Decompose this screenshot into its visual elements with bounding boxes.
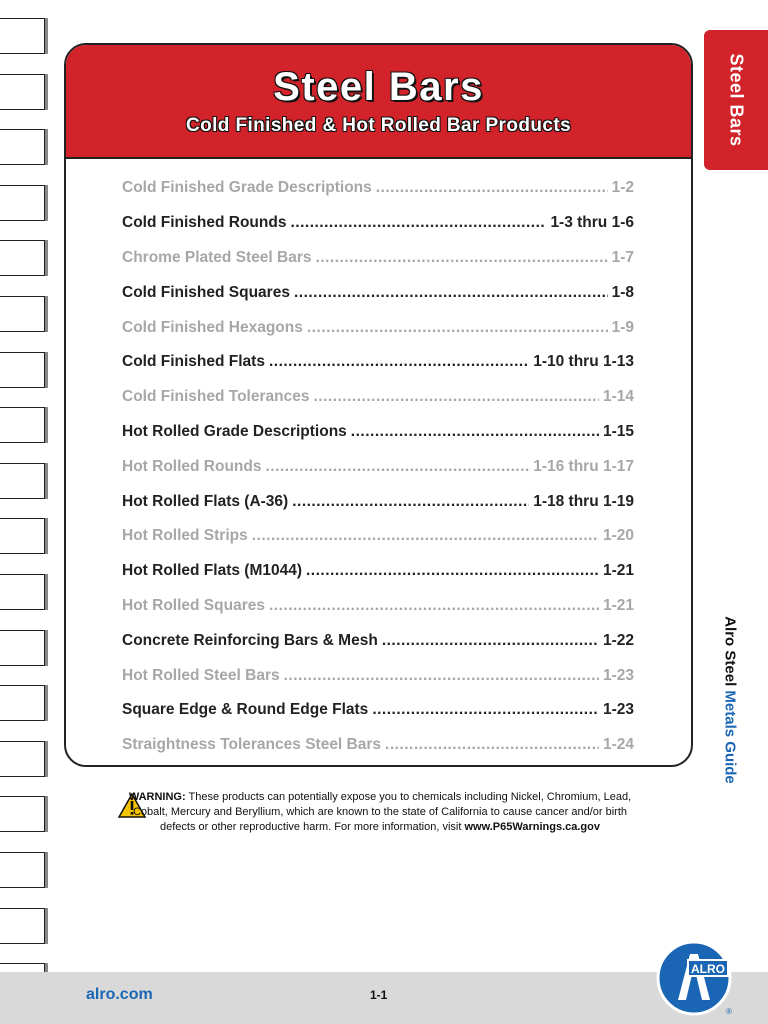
binder-tab (0, 296, 45, 332)
toc-item-page: 1-21 (602, 562, 634, 580)
toc-item[interactable] (122, 171, 634, 206)
logo-mark: ® (726, 1007, 732, 1016)
toc-item-page: 1-3 thru 1-6 (550, 214, 634, 232)
toc-item-label: Cold Finished Rounds (122, 214, 287, 232)
toc-item-page: 1-18 thru 1-19 (533, 492, 634, 510)
binder-tab (0, 463, 45, 499)
toc-item-page: 1-10 thru 1-13 (533, 353, 634, 371)
toc-leader (351, 423, 599, 441)
guide-brand: Alro Steel (721, 616, 739, 687)
binder-tab (0, 18, 45, 54)
page-number: 1-1 (370, 988, 388, 1002)
toc-item-page: 1-14 (602, 388, 634, 406)
binder-tab (0, 185, 45, 221)
toc-item-label: Chrome Plated Steel Bars (122, 248, 312, 266)
toc-item[interactable] (122, 206, 634, 241)
logo-text: ALRO (691, 962, 725, 976)
toc-item-label: Hot Rolled Rounds (122, 457, 262, 475)
alro-logo (656, 938, 736, 1018)
toc-item[interactable] (122, 693, 634, 728)
contents-card (64, 43, 693, 767)
warning-text: These products can potentially expose you to chemicals including Nickel, Chromium, Lead, Cobalt, Mercury and Beryllium, which are known to the state of California to cause cancer and/or birth defects or other reproductive harm. For more information, visit (132, 791, 632, 833)
toc-item-label: Hot Rolled Flats (M1044) (122, 562, 302, 580)
guide-label (722, 616, 739, 784)
toc-item[interactable] (122, 345, 634, 380)
toc-item-label: Straightness Tolerances Steel Bars (122, 736, 382, 754)
toc-leader (252, 527, 599, 545)
toc-item[interactable] (122, 554, 634, 589)
toc-leader (385, 736, 599, 754)
toc-item-page: 1-20 (602, 527, 634, 545)
toc-item-page: 1-7 (611, 248, 634, 266)
toc-item-label: Cold Finished Squares (122, 283, 290, 301)
toc-item[interactable] (122, 519, 634, 554)
toc-item[interactable] (122, 589, 634, 624)
binder-tab (0, 74, 45, 110)
binder-tab (0, 630, 45, 666)
toc-item-label: Hot Rolled Grade Descriptions (122, 422, 347, 440)
section-tab-label: Steel Bars (726, 53, 747, 147)
toc-item-label: Cold Finished Tolerances (122, 388, 310, 406)
toc-item-page: 1-21 (602, 596, 634, 614)
toc-item-label: Hot Rolled Flats (A-36) (122, 492, 289, 510)
toc-item-label: Hot Rolled Strips (122, 527, 248, 545)
toc-item-page: 1-8 (611, 283, 634, 301)
warning-link[interactable]: www.P65Warnings.ca.gov (464, 821, 600, 833)
toc-item[interactable] (122, 623, 634, 658)
toc-item-page: 1-15 (602, 422, 634, 440)
toc-item-label: Cold Finished Grade Descriptions (122, 179, 372, 197)
binder-tab (0, 240, 45, 276)
toc-leader (306, 562, 599, 580)
toc-item-page: 1-24 (602, 736, 634, 754)
warning-label: WARNING: (128, 791, 186, 803)
toc-leader (292, 493, 529, 511)
toc-item[interactable] (122, 415, 634, 450)
toc-leader (290, 214, 546, 232)
toc-leader (382, 632, 599, 650)
toc-leader (307, 319, 608, 337)
toc-item[interactable] (122, 449, 634, 484)
binder-tab (0, 129, 45, 165)
binder-tab (0, 796, 45, 832)
toc-item-page: 1-23 (602, 701, 634, 719)
toc-item-page: 1-22 (602, 631, 634, 649)
toc-item[interactable] (122, 310, 634, 345)
footer-url[interactable]: alro.com (86, 986, 153, 1003)
card-header (66, 45, 691, 159)
table-of-contents (122, 171, 634, 763)
toc-item[interactable] (122, 275, 634, 310)
binder-tab (0, 574, 45, 610)
toc-leader (269, 597, 599, 615)
toc-item[interactable] (122, 728, 634, 763)
binder-tab (0, 908, 45, 944)
toc-item-page: 1-2 (611, 179, 634, 197)
toc-item-label: Cold Finished Flats (122, 353, 265, 371)
toc-leader (266, 458, 530, 476)
toc-item[interactable] (122, 380, 634, 415)
section-tab[interactable] (704, 30, 768, 170)
toc-item[interactable] (122, 241, 634, 276)
toc-item-label: Hot Rolled Steel Bars (122, 666, 280, 684)
toc-leader (313, 388, 599, 406)
toc-item[interactable] (122, 658, 634, 693)
binder-tab (0, 518, 45, 554)
toc-item-label: Hot Rolled Squares (122, 596, 265, 614)
toc-leader (376, 179, 608, 197)
guide-product: Metals Guide (721, 690, 739, 784)
toc-item-label: Concrete Reinforcing Bars & Mesh (122, 631, 378, 649)
binder-tab (0, 685, 45, 721)
binder-tab (0, 407, 45, 443)
binder-tabs (0, 0, 50, 1024)
binder-tab (0, 852, 45, 888)
toc-item[interactable] (122, 484, 634, 519)
toc-leader (372, 701, 599, 719)
binder-tab (0, 741, 45, 777)
toc-leader (284, 667, 599, 685)
prop65-warning (116, 790, 644, 835)
toc-item-page: 1-16 thru 1-17 (533, 457, 634, 475)
toc-item-page: 1-23 (602, 666, 634, 684)
page-subtitle: Cold Finished & Hot Rolled Bar Products (185, 115, 572, 136)
toc-leader (294, 284, 608, 302)
toc-item-page: 1-9 (611, 318, 634, 336)
toc-item-label: Square Edge & Round Edge Flats (122, 701, 369, 719)
toc-leader (269, 353, 529, 371)
toc-leader (316, 249, 608, 267)
binder-tab (0, 352, 45, 388)
toc-item-label: Cold Finished Hexagons (122, 318, 303, 336)
page-title: Steel Bars (273, 65, 484, 109)
